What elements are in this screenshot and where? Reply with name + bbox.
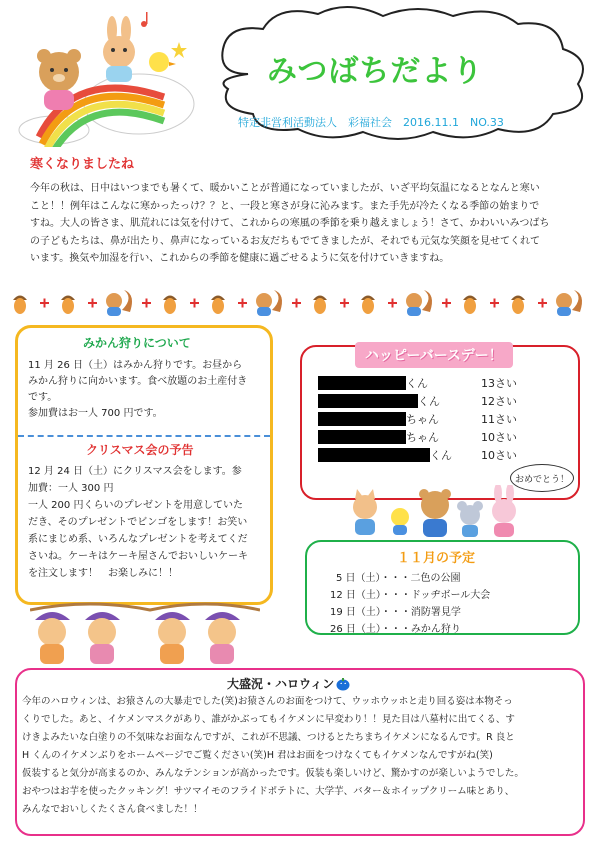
plus-icon: [190, 299, 199, 308]
rabbit-icon: [492, 485, 516, 537]
chick-icon: [149, 52, 176, 72]
honorific: くん: [430, 449, 452, 462]
acorn-child-icon: [205, 612, 240, 664]
newsletter-title: みつばちだより: [267, 54, 484, 89]
plus-icon: [442, 299, 451, 308]
intro-paragraph: [30, 180, 585, 268]
plus-icon: [340, 299, 349, 308]
mikan-line: みかん狩りに向かいます。食べ放題のお土産付き: [28, 376, 248, 387]
acorn-icon: [61, 296, 75, 315]
birthday-row: [318, 410, 558, 428]
birthday-list: [318, 374, 558, 464]
age: 10さい: [481, 431, 517, 444]
acorn-icon: [313, 296, 327, 315]
schedule-item: 19 日（土）・・・消防署見学: [330, 607, 461, 618]
squirrel-icon: [256, 290, 282, 316]
acorn-squirrel-divider: [10, 288, 590, 318]
squirrel-icon: [106, 290, 132, 316]
mouse-icon: [457, 501, 483, 537]
acorn-icon: [361, 296, 375, 315]
mikan-line: 11 月 26 日（土）はみかん狩りです。お昼から: [28, 360, 243, 371]
honorific: ちゃん: [406, 413, 439, 426]
animal-friends-illustration: [345, 485, 525, 540]
acorn-icon: [511, 296, 525, 315]
christmas-line: 系にまじめ系、いろんなプレゼントを考えてくだ: [28, 534, 248, 545]
schedule-heading: １１月の予定: [397, 551, 476, 566]
squirrel-icon: [406, 290, 432, 316]
mikan-line: 参加費はお一人 700 円です。: [28, 408, 163, 419]
schedule-item: 5 日（土）・・・二色の公園: [336, 573, 461, 584]
intro-line: こと！！例年はこんなに寒かったっけ？？と、一段と寒さが身に沁みます。また手先が冷たくなる季節の始まりで: [30, 200, 540, 212]
acorn-children-illustration: [30, 600, 260, 670]
halloween-line: H くんのイケメンぶりをホームページでご覧ください(笑)H 君はお面をつけなくてもイケメンなんですがね(笑): [22, 750, 493, 761]
mikan-heading: みかん狩りについて: [83, 336, 191, 350]
halloween-line: 仮装すると気分が高まるのか、みんなテンションが高かったです。仮装も楽しいけど、驚かすのが楽しいようでした。: [22, 768, 524, 779]
schedule-item: 26 日（土）・・・みかん狩り: [330, 624, 461, 635]
redacted-name: [318, 448, 430, 462]
redacted-name: [318, 394, 418, 408]
birthday-row: [318, 428, 558, 446]
honorific: くん: [406, 377, 428, 390]
intro-heading: 寒くなりましたね: [30, 157, 135, 172]
birthday-row: [318, 446, 558, 464]
music-note-icon: [141, 12, 148, 27]
christmas-line: さいね。ケーキはケーキ屋さんでおいしいケーキ: [28, 551, 248, 562]
halloween-line: くりでした。あと、イケメンマスクがあり、誰がかぶってもイケメンに早変わり！！見た目は八墓村に出てくる、す: [22, 714, 515, 725]
acorn-child-icon: [85, 612, 120, 664]
mikan-line: です。: [28, 392, 58, 403]
birthday-row: [318, 392, 558, 410]
acorn-child-icon: [155, 612, 190, 664]
rabbit-icon: [103, 16, 135, 82]
halloween-heading: 大盛況・ハロウィン: [227, 677, 335, 691]
christmas-line: 12 月 24 日（土）にクリスマス会をします。参: [28, 466, 242, 477]
plus-icon: [490, 299, 499, 308]
congrats-text: おめでとう！: [514, 474, 569, 485]
cat-icon: [353, 489, 377, 535]
halloween-body: [22, 693, 582, 819]
halloween-line: みんなでおいしくたくさん食べました！！: [22, 804, 203, 815]
age: 10さい: [481, 449, 517, 462]
christmas-body: [28, 463, 270, 582]
plus-icon: [142, 299, 151, 308]
pumpkin-icon: [336, 677, 350, 691]
halloween-heading-row: [227, 675, 350, 692]
acorn-icon: [163, 296, 177, 315]
mikan-body: [28, 358, 268, 422]
halloween-line: おやつはお芋を使ったクッキング！サツマイモのフライドポテトに、大学芋、バター＆ホイップクリーム味とあり、: [22, 786, 515, 797]
christmas-line: 一人 200 円くらいのプレゼントを用意していた: [28, 500, 244, 511]
age: 11さい: [481, 413, 517, 426]
christmas-line: だき、そのプレゼントでビンゴをします！お笑い: [28, 517, 248, 528]
honorific: くん: [418, 395, 440, 408]
bear-icon: [419, 489, 451, 537]
intro-line: 今年の秋は、日中はいつまでも暑くて、暖かいことが普通になっていましたが、いざ平均気温になるとなんと寒い: [30, 183, 540, 194]
christmas-line: 加費：一人 300 円: [28, 483, 114, 494]
age: 12さい: [481, 395, 517, 408]
acorn-icon: [463, 296, 477, 315]
redacted-name: [318, 412, 406, 426]
intro-line: の子どもたちは、鼻が出たり、鼻声になっているお友だちもでてきましたが、それでも元気な笑顔を見せてくれて: [30, 235, 540, 247]
plus-icon: [538, 299, 547, 308]
age: 13さい: [481, 377, 517, 390]
schedule-list: [330, 570, 490, 638]
acorn-child-icon: [35, 612, 70, 664]
redacted-name: [318, 376, 406, 390]
birthday-heading: ハッピーバースデー！: [355, 342, 513, 368]
newsletter-subtitle: 特定非営利活動法人 彩福社会 2016.11.1 NO.33: [238, 116, 504, 129]
acorn-icon: [13, 296, 27, 315]
plus-icon: [238, 299, 247, 308]
christmas-line: を注文します！ お楽しみに！！: [28, 568, 178, 579]
squirrel-icon: [556, 290, 582, 316]
intro-line: います。換気や加湿を行い、これからの季節を健康に過ごせるように気を付けていきますね。: [30, 253, 450, 264]
star-icon: [171, 42, 187, 58]
halloween-line: 今年のハロウィンは、お猿さんの大暴走でした(笑)お猿さんのお面をつけて、ウッホウッホと走り回る姿は本物そっ: [22, 696, 513, 707]
plus-icon: [40, 299, 49, 308]
christmas-heading: クリスマス会の予告: [86, 443, 194, 457]
chick-icon: [391, 508, 409, 535]
birthday-row: [318, 374, 558, 392]
halloween-line: けきよみたいな白塗りの不気味なお面なんですが、これが不思議、つけるとたちまちイケメンになるんです。R 良と: [22, 732, 515, 743]
plus-icon: [292, 299, 301, 308]
honorific: ちゃん: [406, 431, 439, 444]
acorn-icon: [211, 296, 225, 315]
plus-icon: [388, 299, 397, 308]
plus-icon: [88, 299, 97, 308]
schedule-item: 12 日（土）・・・ドッヂボール大会: [330, 590, 491, 601]
rainbow-bears-illustration: [14, 12, 199, 147]
dashed-separator: [18, 435, 270, 437]
intro-line: すね。大人の皆さま、肌荒れには気を付けて、これからの寒風の季節を乗り越えましょう！さて、かわいいみつばち: [30, 218, 550, 229]
redacted-name: [318, 430, 406, 444]
